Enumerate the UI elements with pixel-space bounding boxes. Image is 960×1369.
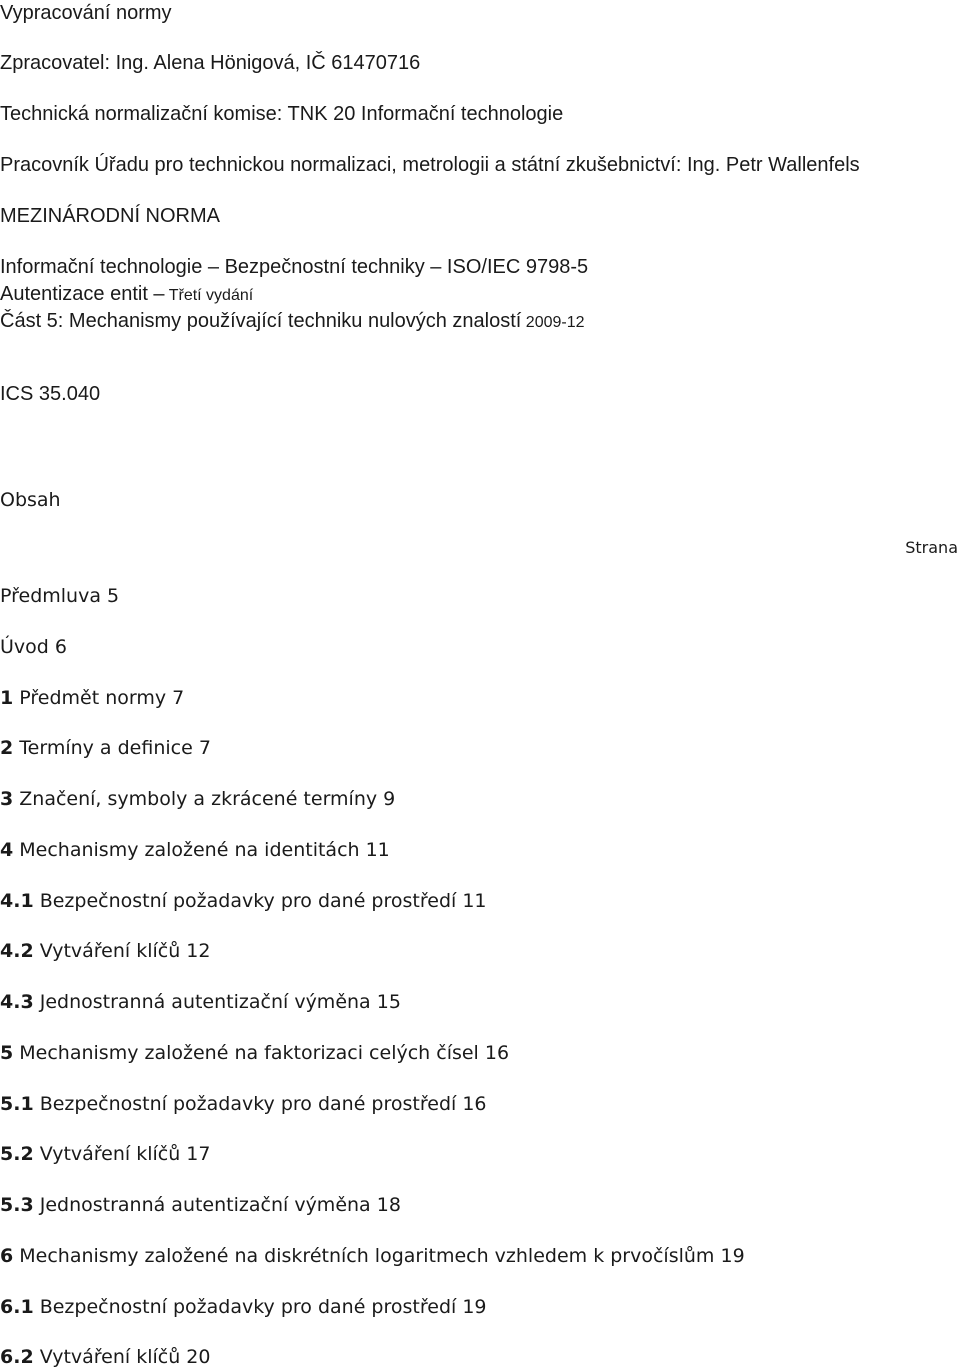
office-line: Pracovník Úřadu pro technickou normalizaci, metrologii a státní zkušebnictví: Ing. Petr Wallenfels	[0, 154, 860, 176]
processor-line: Zpracovatel: Ing. Alena Hönigová, IČ 61470716	[0, 52, 421, 74]
norm-part-line	[0, 309, 585, 335]
toc-entry-text: Předmluva 5	[0, 585, 120, 607]
toc-entry-text: Bezpečnostní požadavky pro dané prostředí 11	[33, 890, 487, 912]
toc-entry-number: 3	[0, 788, 14, 810]
norm-subtitle-line	[0, 282, 253, 308]
toc-entry-number: 4.2	[0, 940, 34, 962]
norm-date: 2009-12	[521, 314, 585, 331]
toc-entry	[0, 1295, 487, 1319]
toc-entry	[0, 635, 67, 659]
toc-entry-number: 5.3	[0, 1194, 34, 1216]
toc-entry	[0, 990, 401, 1014]
toc-entry-text: Termíny a definice 7	[13, 737, 211, 759]
norm-edition: Třetí vydání	[164, 287, 254, 304]
toc-page-label: Strana	[905, 538, 958, 557]
toc-entry	[0, 686, 184, 710]
norm-type: MEZINÁRODNÍ NORMA	[0, 205, 220, 227]
toc-entry	[0, 838, 390, 862]
toc-entry	[0, 939, 211, 963]
toc-entry	[0, 787, 395, 811]
toc-entry-text: Mechanismy založené na diskrétních logaritmech vzhledem k prvočíslům 19	[13, 1245, 745, 1267]
toc-entry-text: Jednostranná autentizační výměna 15	[33, 991, 401, 1013]
toc-entry-number: 5.1	[0, 1093, 34, 1115]
norm-subtitle-main: Autentizace entit –	[0, 283, 165, 305]
toc-entry-text: Bezpečnostní požadavky pro dané prostředí 16	[33, 1093, 487, 1115]
ics-code: ICS 35.040	[0, 383, 101, 405]
toc-entry-number: 6.1	[0, 1296, 34, 1318]
toc-entry-number: 5.2	[0, 1143, 34, 1165]
toc-entry-number: 4.3	[0, 991, 34, 1013]
toc-entry-text: Předmět normy 7	[13, 687, 185, 709]
toc-entry	[0, 1244, 745, 1268]
norm-title-line: Informační technologie – Bezpečnostní techniky – ISO/IEC 9798-5	[0, 256, 589, 278]
document-title: Vypracování normy	[0, 2, 172, 24]
toc-entry-text: Úvod 6	[0, 636, 67, 658]
toc-entry	[0, 1345, 211, 1369]
toc-entry-number: 4	[0, 839, 14, 861]
toc-entry-number: 4.1	[0, 890, 34, 912]
norm-part-main: Část 5: Mechanismy používající techniku nulových znalostí	[0, 310, 522, 332]
toc-entry	[0, 889, 487, 913]
toc-entry-text: Vytváření klíčů 20	[33, 1346, 211, 1368]
toc-entry	[0, 584, 119, 608]
toc-entry-text: Vytváření klíčů 17	[33, 1143, 211, 1165]
toc-entry	[0, 1041, 509, 1065]
toc-entry	[0, 736, 211, 760]
toc-entry-text: Značení, symboly a zkrácené termíny 9	[13, 788, 396, 810]
committee-line: Technická normalizační komise: TNK 20 Informační technologie	[0, 103, 564, 125]
toc-heading: Obsah	[0, 489, 61, 511]
toc-entry-text: Mechanismy založené na faktorizaci celých čísel 16	[13, 1042, 510, 1064]
toc-entry-text: Mechanismy založené na identitách 11	[13, 839, 390, 861]
toc-entry-number: 2	[0, 737, 14, 759]
toc-entry-text: Vytváření klíčů 12	[33, 940, 211, 962]
toc-entry	[0, 1092, 487, 1116]
toc-entry	[0, 1142, 211, 1166]
toc-entry-number: 6.2	[0, 1346, 34, 1368]
toc-entry-number: 6	[0, 1245, 14, 1267]
toc-entry-number: 1	[0, 687, 14, 709]
toc-entry-text: Jednostranná autentizační výměna 18	[33, 1194, 401, 1216]
toc-entry-text: Bezpečnostní požadavky pro dané prostředí 19	[33, 1296, 487, 1318]
toc-entry	[0, 1193, 401, 1217]
toc-entry-number: 5	[0, 1042, 14, 1064]
